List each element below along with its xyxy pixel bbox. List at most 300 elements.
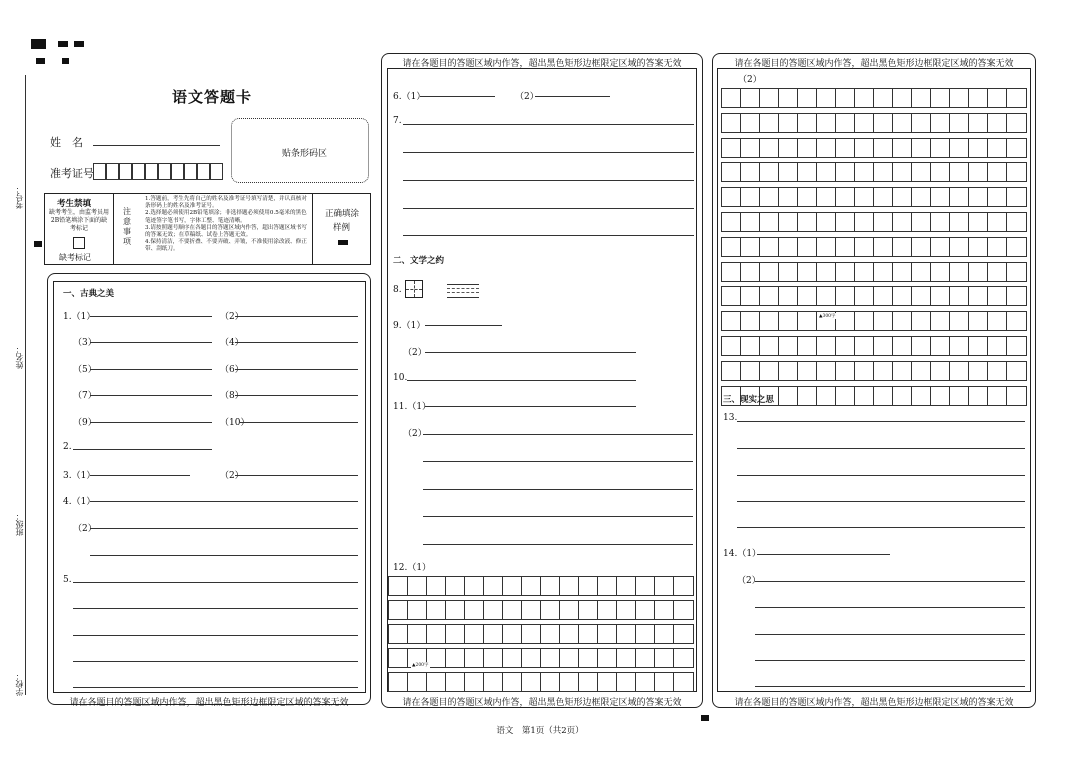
grid-cell[interactable] [579, 625, 598, 643]
grid-cell[interactable] [950, 263, 969, 281]
grid-cell[interactable] [836, 188, 855, 206]
grid-cell[interactable] [579, 673, 598, 691]
grid-cell[interactable] [503, 625, 522, 643]
grid-cell[interactable] [893, 387, 912, 405]
grid-cell[interactable] [874, 89, 893, 107]
grid-cell[interactable] [598, 673, 617, 691]
grid-cell[interactable] [836, 263, 855, 281]
q14-2-answer-line[interactable] [755, 634, 1025, 635]
grid-cell[interactable] [988, 238, 1007, 256]
q7-answer-line[interactable] [403, 180, 694, 181]
grid-cell[interactable] [950, 312, 969, 330]
grid-cell[interactable] [836, 114, 855, 132]
grid-cell[interactable] [950, 114, 969, 132]
grid-cell[interactable] [912, 362, 931, 380]
q3-1-answer-line[interactable] [90, 475, 190, 476]
grid-cell[interactable] [427, 577, 446, 595]
grid-cell[interactable] [912, 114, 931, 132]
q13-answer-line[interactable] [737, 475, 1025, 476]
grid-cell[interactable] [988, 362, 1007, 380]
grid-cell[interactable] [931, 287, 950, 305]
grid-cell[interactable] [1007, 139, 1026, 157]
q2-answer-line[interactable] [73, 449, 212, 450]
grid-cell[interactable] [779, 89, 798, 107]
grid-cell[interactable] [741, 337, 760, 355]
grid-cell[interactable] [760, 188, 779, 206]
grid-cell[interactable] [779, 213, 798, 231]
q7-answer-line[interactable] [403, 235, 694, 236]
grid-cell[interactable] [836, 362, 855, 380]
grid-cell[interactable] [874, 362, 893, 380]
grid-cell[interactable] [969, 163, 988, 181]
grid-cell[interactable] [741, 188, 760, 206]
grid-cell[interactable] [912, 337, 931, 355]
grid-cell[interactable] [855, 213, 874, 231]
grid-cell[interactable] [912, 287, 931, 305]
grid-cell[interactable] [779, 263, 798, 281]
grid-cell[interactable] [912, 263, 931, 281]
grid-cell[interactable] [522, 649, 541, 667]
q1-8-answer-line[interactable] [235, 395, 358, 396]
grid-cell[interactable] [579, 649, 598, 667]
grid-cell[interactable] [874, 139, 893, 157]
q4-1-answer-line[interactable] [90, 501, 358, 502]
grid-cell[interactable] [855, 89, 874, 107]
grid-cell[interactable] [1007, 312, 1026, 330]
q11-2-answer-line[interactable] [423, 461, 693, 462]
grid-cell[interactable] [722, 263, 741, 281]
grid-cell[interactable] [522, 577, 541, 595]
grid-cell[interactable] [836, 312, 855, 330]
grid-cell[interactable] [969, 89, 988, 107]
absent-checkbox[interactable] [73, 237, 85, 249]
grid-cell[interactable] [674, 601, 693, 619]
grid-row[interactable] [388, 624, 694, 644]
grid-cell[interactable] [389, 601, 408, 619]
grid-row[interactable] [721, 262, 1027, 282]
grid-cell[interactable] [912, 188, 931, 206]
grid-cell[interactable] [760, 238, 779, 256]
grid-cell[interactable] [1007, 89, 1026, 107]
q7-answer-line[interactable] [403, 208, 694, 209]
grid-cell[interactable] [389, 649, 408, 667]
name-field[interactable] [93, 145, 220, 146]
grid-row[interactable] [721, 336, 1027, 356]
q4-2-answer-line[interactable] [90, 555, 358, 556]
grid-cell[interactable] [617, 601, 636, 619]
grid-cell[interactable] [598, 625, 617, 643]
grid-cell[interactable] [855, 139, 874, 157]
grid-cell[interactable] [893, 213, 912, 231]
grid-cell[interactable] [798, 114, 817, 132]
grid-cell[interactable] [969, 312, 988, 330]
grid-cell[interactable] [836, 89, 855, 107]
grid-cell[interactable] [408, 601, 427, 619]
grid-cell[interactable] [655, 577, 674, 595]
grid-cell[interactable] [988, 188, 1007, 206]
grid-cell[interactable] [779, 163, 798, 181]
grid-cell[interactable] [503, 673, 522, 691]
grid-cell[interactable] [465, 601, 484, 619]
grid-cell[interactable] [817, 387, 836, 405]
grid-cell[interactable] [760, 89, 779, 107]
ticket-number-boxes[interactable] [93, 163, 223, 180]
grid-cell[interactable] [741, 263, 760, 281]
grid-cell[interactable] [988, 213, 1007, 231]
grid-cell[interactable] [1007, 387, 1026, 405]
q3-2-answer-line[interactable] [235, 475, 358, 476]
grid-cell[interactable] [465, 673, 484, 691]
grid-cell[interactable] [1007, 238, 1026, 256]
q5-answer-line[interactable] [73, 661, 358, 662]
grid-cell[interactable] [817, 362, 836, 380]
grid-cell[interactable] [722, 114, 741, 132]
grid-cell[interactable] [636, 649, 655, 667]
grid-cell[interactable] [1007, 362, 1026, 380]
grid-row[interactable] [388, 648, 694, 668]
grid-cell[interactable] [988, 139, 1007, 157]
grid-cell[interactable] [950, 139, 969, 157]
grid-cell[interactable] [950, 163, 969, 181]
grid-cell[interactable] [560, 625, 579, 643]
grid-cell[interactable] [760, 287, 779, 305]
q10-answer-line[interactable] [407, 380, 636, 381]
grid-cell[interactable] [722, 362, 741, 380]
grid-cell[interactable] [741, 238, 760, 256]
grid-row[interactable] [721, 113, 1027, 133]
grid-cell[interactable] [931, 387, 950, 405]
grid-cell[interactable] [484, 577, 503, 595]
q13-answer-line[interactable] [737, 527, 1025, 528]
grid-cell[interactable] [969, 287, 988, 305]
grid-cell[interactable] [389, 673, 408, 691]
grid-cell[interactable] [1007, 114, 1026, 132]
grid-cell[interactable] [855, 163, 874, 181]
grid-cell[interactable] [874, 213, 893, 231]
grid-cell[interactable] [722, 337, 741, 355]
grid-cell[interactable] [931, 337, 950, 355]
grid-cell[interactable] [893, 139, 912, 157]
grid-cell[interactable] [817, 213, 836, 231]
grid-cell[interactable] [855, 337, 874, 355]
grid-cell[interactable] [798, 139, 817, 157]
grid-cell[interactable] [798, 387, 817, 405]
grid-cell[interactable] [1007, 337, 1026, 355]
grid-cell[interactable] [950, 213, 969, 231]
grid-cell[interactable] [912, 238, 931, 256]
grid-cell[interactable] [446, 577, 465, 595]
grid-cell[interactable] [931, 139, 950, 157]
q14-2-answer-line[interactable] [755, 581, 1025, 582]
grid-cell[interactable] [760, 163, 779, 181]
grid-row[interactable] [721, 88, 1027, 108]
grid-cell[interactable] [931, 263, 950, 281]
grid-cell[interactable] [560, 601, 579, 619]
grid-cell[interactable] [874, 263, 893, 281]
q14-2-answer-line[interactable] [755, 660, 1025, 661]
grid-cell[interactable] [988, 287, 1007, 305]
grid-cell[interactable] [817, 238, 836, 256]
q4-2-answer-line[interactable] [90, 528, 358, 529]
grid-cell[interactable] [560, 649, 579, 667]
grid-cell[interactable] [408, 673, 427, 691]
grid-cell[interactable] [741, 362, 760, 380]
grid-cell[interactable] [779, 238, 798, 256]
grid-cell[interactable] [722, 139, 741, 157]
grid-cell[interactable] [893, 89, 912, 107]
grid-cell[interactable] [541, 625, 560, 643]
grid-cell[interactable] [836, 238, 855, 256]
grid-cell[interactable] [798, 238, 817, 256]
q13-answer-line[interactable] [737, 501, 1025, 502]
grid-cell[interactable] [465, 649, 484, 667]
grid-cell[interactable] [674, 673, 693, 691]
q1-9-answer-line[interactable] [90, 422, 212, 423]
grid-cell[interactable] [969, 139, 988, 157]
q5-answer-line[interactable] [73, 687, 358, 688]
grid-cell[interactable] [855, 387, 874, 405]
grid-row[interactable] [721, 286, 1027, 306]
grid-cell[interactable] [969, 213, 988, 231]
grid-cell[interactable] [874, 287, 893, 305]
grid-cell[interactable] [598, 601, 617, 619]
grid-cell[interactable] [950, 337, 969, 355]
grid-cell[interactable] [912, 163, 931, 181]
grid-cell[interactable] [779, 287, 798, 305]
grid-cell[interactable] [931, 114, 950, 132]
grid-cell[interactable] [817, 139, 836, 157]
grid-cell[interactable] [969, 188, 988, 206]
grid-cell[interactable] [722, 287, 741, 305]
grid-cell[interactable] [931, 213, 950, 231]
grid-cell[interactable] [484, 649, 503, 667]
q1-7-answer-line[interactable] [90, 395, 212, 396]
q9-1-answer-line[interactable] [425, 325, 502, 326]
grid-cell[interactable] [541, 577, 560, 595]
grid-cell[interactable] [798, 362, 817, 380]
q1-4-answer-line[interactable] [235, 342, 358, 343]
grid-cell[interactable] [969, 337, 988, 355]
q11-2-answer-line[interactable] [423, 434, 693, 435]
grid-cell[interactable] [855, 188, 874, 206]
grid-cell[interactable] [931, 238, 950, 256]
grid-cell[interactable] [655, 625, 674, 643]
grid-cell[interactable] [617, 577, 636, 595]
grid-row[interactable] [388, 576, 694, 596]
q1-3-answer-line[interactable] [90, 342, 212, 343]
q13-answer-line[interactable] [737, 421, 1025, 422]
q14-2-answer-line[interactable] [755, 686, 1025, 687]
grid-cell[interactable] [741, 163, 760, 181]
grid-cell[interactable] [446, 673, 465, 691]
grid-cell[interactable] [988, 263, 1007, 281]
grid-row[interactable] [721, 187, 1027, 207]
grid-cell[interactable] [988, 312, 1007, 330]
grid-cell[interactable] [446, 649, 465, 667]
grid-cell[interactable] [760, 312, 779, 330]
grid-cell[interactable] [579, 577, 598, 595]
grid-cell[interactable] [779, 362, 798, 380]
q7-answer-line[interactable] [403, 124, 694, 125]
q5-answer-line[interactable] [73, 635, 358, 636]
grid-cell[interactable] [779, 312, 798, 330]
q5-answer-line[interactable] [73, 608, 358, 609]
q9-2-answer-line[interactable] [425, 352, 636, 353]
grid-cell[interactable] [817, 188, 836, 206]
grid-cell[interactable] [503, 649, 522, 667]
grid-row[interactable] [721, 237, 1027, 257]
grid-cell[interactable] [617, 649, 636, 667]
grid-cell[interactable] [598, 577, 617, 595]
q11-1-answer-line[interactable] [425, 406, 636, 407]
grid-cell[interactable] [798, 263, 817, 281]
grid-cell[interactable] [741, 213, 760, 231]
grid-cell[interactable] [560, 577, 579, 595]
q12-writing-grid[interactable] [388, 576, 694, 696]
grid-cell[interactable] [950, 387, 969, 405]
grid-cell[interactable] [836, 337, 855, 355]
grid-cell[interactable] [855, 238, 874, 256]
grid-cell[interactable] [969, 238, 988, 256]
grid-cell[interactable] [836, 213, 855, 231]
grid-cell[interactable] [636, 601, 655, 619]
grid-cell[interactable] [855, 114, 874, 132]
grid-cell[interactable] [484, 625, 503, 643]
grid-cell[interactable] [988, 89, 1007, 107]
grid-cell[interactable] [931, 89, 950, 107]
grid-cell[interactable] [893, 337, 912, 355]
grid-cell[interactable] [912, 387, 931, 405]
grid-cell[interactable] [855, 263, 874, 281]
grid-cell[interactable] [798, 312, 817, 330]
grid-cell[interactable] [893, 238, 912, 256]
grid-cell[interactable] [484, 673, 503, 691]
grid-cell[interactable] [931, 362, 950, 380]
grid-cell[interactable] [741, 312, 760, 330]
grid-cell[interactable] [541, 673, 560, 691]
grid-cell[interactable] [522, 601, 541, 619]
q1-6-answer-line[interactable] [235, 369, 358, 370]
grid-cell[interactable] [817, 163, 836, 181]
grid-cell[interactable] [969, 263, 988, 281]
grid-cell[interactable] [779, 337, 798, 355]
grid-cell[interactable] [1007, 188, 1026, 206]
grid-cell[interactable] [817, 89, 836, 107]
grid-cell[interactable] [817, 337, 836, 355]
grid-cell[interactable] [760, 114, 779, 132]
q12-2-writing-grid[interactable] [721, 88, 1027, 410]
grid-cell[interactable] [722, 238, 741, 256]
grid-cell[interactable] [798, 287, 817, 305]
grid-cell[interactable] [503, 577, 522, 595]
grid-cell[interactable] [988, 114, 1007, 132]
grid-cell[interactable] [655, 673, 674, 691]
q5-answer-line[interactable] [73, 582, 358, 583]
grid-cell[interactable] [893, 163, 912, 181]
grid-cell[interactable] [655, 601, 674, 619]
q11-2-answer-line[interactable] [423, 544, 693, 545]
grid-cell[interactable] [798, 213, 817, 231]
grid-cell[interactable] [950, 188, 969, 206]
grid-cell[interactable] [1007, 163, 1026, 181]
grid-cell[interactable] [760, 337, 779, 355]
grid-cell[interactable] [893, 362, 912, 380]
grid-cell[interactable] [950, 89, 969, 107]
grid-cell[interactable] [722, 163, 741, 181]
q1-5-answer-line[interactable] [90, 369, 212, 370]
grid-cell[interactable] [779, 114, 798, 132]
grid-row[interactable] [721, 361, 1027, 381]
grid-cell[interactable] [655, 649, 674, 667]
grid-cell[interactable] [817, 114, 836, 132]
grid-cell[interactable] [446, 601, 465, 619]
grid-cell[interactable] [722, 213, 741, 231]
grid-cell[interactable] [522, 625, 541, 643]
q1-1-answer-line[interactable] [90, 316, 212, 317]
grid-row[interactable] [721, 212, 1027, 232]
grid-cell[interactable] [617, 673, 636, 691]
q8-pinyin-lines[interactable] [447, 284, 479, 298]
grid-cell[interactable] [969, 362, 988, 380]
grid-cell[interactable] [522, 673, 541, 691]
grid-cell[interactable] [988, 337, 1007, 355]
grid-cell[interactable] [722, 89, 741, 107]
grid-cell[interactable] [427, 673, 446, 691]
grid-cell[interactable] [674, 577, 693, 595]
grid-cell[interactable] [931, 188, 950, 206]
grid-row[interactable] [721, 311, 1027, 331]
grid-cell[interactable] [741, 114, 760, 132]
grid-cell[interactable] [408, 577, 427, 595]
grid-cell[interactable] [1007, 263, 1026, 281]
grid-cell[interactable] [541, 601, 560, 619]
grid-cell[interactable] [484, 601, 503, 619]
q14-1-answer-line[interactable] [757, 554, 890, 555]
q7-answer-line[interactable] [403, 152, 694, 153]
grid-cell[interactable] [674, 625, 693, 643]
grid-cell[interactable] [503, 601, 522, 619]
q1-10-answer-line[interactable] [240, 422, 358, 423]
grid-cell[interactable] [760, 139, 779, 157]
grid-cell[interactable] [950, 287, 969, 305]
grid-cell[interactable] [893, 263, 912, 281]
grid-cell[interactable] [674, 649, 693, 667]
grid-cell[interactable] [836, 287, 855, 305]
grid-cell[interactable] [798, 163, 817, 181]
grid-cell[interactable] [779, 188, 798, 206]
grid-cell[interactable] [931, 163, 950, 181]
grid-cell[interactable] [636, 577, 655, 595]
grid-cell[interactable] [798, 89, 817, 107]
grid-cell[interactable] [427, 601, 446, 619]
grid-cell[interactable] [855, 287, 874, 305]
grid-cell[interactable] [836, 163, 855, 181]
grid-cell[interactable] [893, 114, 912, 132]
grid-cell[interactable] [741, 139, 760, 157]
grid-cell[interactable] [579, 601, 598, 619]
grid-row[interactable] [721, 138, 1027, 158]
grid-row[interactable] [388, 600, 694, 620]
grid-cell[interactable] [560, 673, 579, 691]
grid-cell[interactable] [1007, 213, 1026, 231]
q6-1-answer-line[interactable] [420, 96, 495, 97]
q14-2-answer-line[interactable] [755, 607, 1025, 608]
q1-2-answer-line[interactable] [235, 316, 358, 317]
grid-cell[interactable] [798, 188, 817, 206]
grid-cell[interactable] [760, 362, 779, 380]
grid-cell[interactable] [893, 312, 912, 330]
grid-cell[interactable] [874, 387, 893, 405]
